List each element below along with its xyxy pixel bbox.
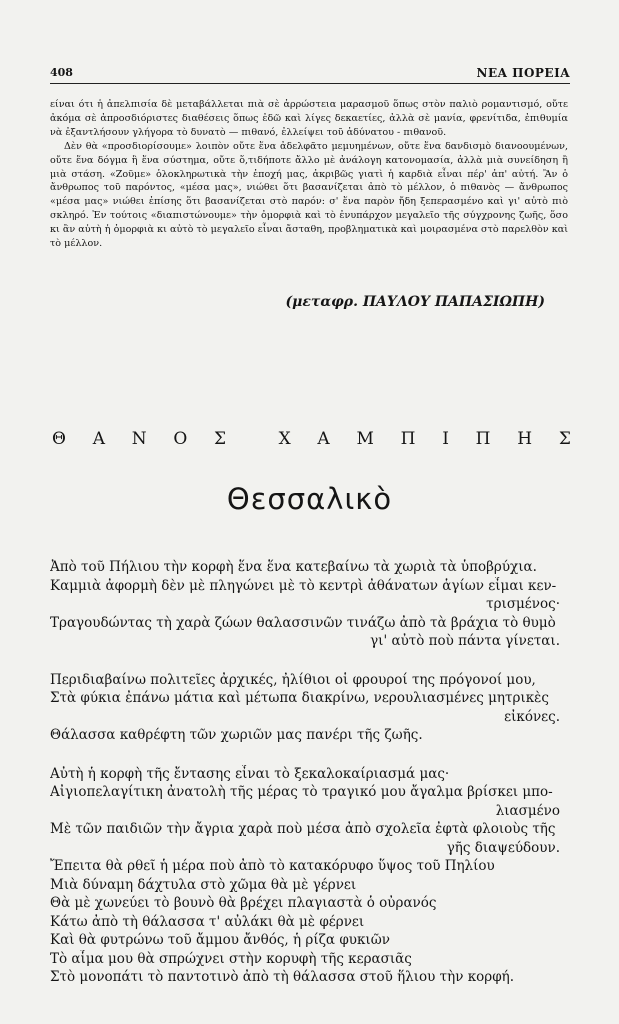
- translator-credit: (μεταφρ. ΠΑΥΛΟΥ ΠΑΠΑΣΙΩΠΗ): [285, 294, 545, 310]
- author-letter: Π: [400, 429, 417, 449]
- prose-paragraph: είναι ότι ἡ ἀπελπισία δὲ μεταβάλλεται πιὰ σὲ ἀρρώστεια μαρασμοῦ ὅπως στὸν παλιὸ ρομαντισμό, οὔτε ἀκόμα σὲ ἀπροσδιόριστες διαθέσεις ὅπως ἐδῶ καὶ λίγες δεκαετίες, ἀλλὰ σὲ μανία, φρενίτιδα, ἐπιθυμία νὰ ἐξαντλήσουν γλήγορα τὸ δυνατὸ — πιθανό, ἐλλείψει τοῦ ἀδύνατου - πιθανοῦ.: [50, 99, 568, 138]
- author-letter: Θ: [52, 429, 67, 449]
- poem-line-continuation: λιασμένο: [495, 802, 560, 819]
- page-number: 408: [50, 66, 73, 79]
- poem-line: Ἔπειτα θὰ ρθεῖ ἡ μέρα ποὺ ἀπὸ τὸ κατακόρυφο ὕψος τοῦ Πηλίου: [50, 858, 495, 874]
- stanza-break: [50, 651, 568, 671]
- poem-line: Κάτω ἀπὸ τὴ θάλασσα τ' αὐλάκι θὰ μὲ φέρνει: [50, 913, 365, 930]
- header-rule: [50, 83, 570, 84]
- poem-line: Θάλασσα καθρέφτη τῶν χωριῶν μας πανέρι τῆς ζωῆς.: [50, 727, 423, 743]
- author-letter: Ι: [442, 429, 450, 449]
- author-letter: Α: [317, 429, 331, 449]
- author-letter: Α: [92, 429, 106, 449]
- poem-line: Τραγουδώντας τὴ χαρὰ ζώων θαλασσινῶν τινάζω ἀπὸ τὰ βράχια τὸ θυμὸ: [50, 614, 556, 631]
- prose-paragraph: Δὲν θὰ «προσδιορίσουμε» λοιπὸν οὔτε ἕνα ἀδελφᾶτο μεμυημένων, οὔτε ἕνα δανδισμὸ διανοουμένων, οὔτε ἕνα δόγμα ἢ ἕνα σύστημα, οὔτε ὅ,τιδήποτε ἄλλο μὲ ἀνάλογη κατονομασία, ἀλλὰ μιὰ συνείδηση ἢ μιὰ στάση. «Ζοῦμε» ὁλοκληρωτικὰ τὴν ἐποχή μας, ἀκριβῶς γιατὶ ἡ καρδιὰ εἶναι πέρ' ἀπ' αὐτή. Ἂν ὁ ἄνθρωπος τοῦ παρόντος, «μέσα μας», νιώθει ὅτι βασανίζεται ἀπὸ τὸ μέλλον, ὁ πιθανὸς — ἄνθρωπος «μέσα μας» νιώθει ἐπίσης ὅτι βασανίζεται στὸ παρόν: σ' ἕνα παρὸν ἤδη ξεπερασμένο καὶ γι' αὐτὸ πιὸ σκληρό. Ἐν τούτοις «διαπιστώνουμε» τὴν ὀμορφιὰ καὶ τὸ ἐνυπάρχον μεγαλεῖο τῆς σύγχρονης ζωῆς, ὅσο κι ἂν αὐτὴ ἡ ὀμορφιὰ κι αὐτὸ τὸ μεγαλεῖο εἶναι ἄσταθη, προβληματικὰ καὶ μοιρασμένα στὸ παρελθὸν καὶ τὸ μέλλον.: [50, 140, 568, 250]
- author-letter: Π: [475, 429, 492, 449]
- page-header: [50, 66, 570, 82]
- poem-author: [52, 429, 572, 449]
- author-letter: Σ: [214, 429, 228, 449]
- author-letter: Σ: [558, 429, 572, 449]
- journal-title: ΝΕΑ ΠΟΡΕΙΑ: [476, 66, 570, 80]
- prose-section: [50, 98, 568, 251]
- poem-line: Ἀπὸ τοῦ Πήλιου τὴν κορφὴ ἕνα ἕνα κατεβαίνω τὰ χωριὰ τὰ ὑποβρύχια.: [50, 559, 537, 575]
- stanza-break: [50, 745, 568, 765]
- author-letter: Μ: [356, 429, 375, 449]
- poem-line: Θὰ μὲ χωνεύει τὸ βουνὸ θὰ βρέχει πλαγιαστὰ ὁ οὐρανός: [50, 895, 437, 911]
- author-letter: Χ: [278, 429, 292, 449]
- author-letter: Ο: [173, 429, 189, 449]
- poem-line: Αὐτὴ ἡ κορφὴ τῆς ἔντασης εἶναι τὸ ξεκαλοκαίριασμά μας·: [50, 765, 450, 782]
- poem-line: Περιδιαβαίνω πολιτεῖες ἀρχικές, ἠλίθιοι οἱ φρουροί της πρόγονοί μου,: [50, 671, 536, 688]
- author-letter: Ν: [131, 429, 148, 449]
- poem-line-continuation: εἰκόνες.: [504, 708, 560, 725]
- poem-line-continuation: γι' αὐτὸ ποὺ πάντα γίνεται.: [370, 633, 560, 649]
- poem-line: Μὲ τῶν παιδιῶν τὴν ἄγρια χαρὰ ποὺ μέσα ἀπὸ σχολεῖα ἐφτὰ φλοιοὺς τῆς: [50, 821, 556, 837]
- poem-line: Καμμιὰ ἀφορμὴ δὲν μὲ πληγώνει μὲ τὸ κεντρὶ ἀθάνατων ἁγίων εἶμαι κεν-: [50, 577, 557, 594]
- poem-body: [50, 558, 568, 987]
- poem-line: Καὶ θὰ φυτρώνω τοῦ ἄμμου ἄνθός, ἡ ρίζα φυκιῶν: [50, 932, 390, 948]
- poem-title: Θεσσαλικὸ: [226, 482, 393, 516]
- poem-line: Αἰγιοπελαγίτικη ἀνατολὴ τῆς μέρας τὸ τραγικό μου ἄγαλμα βρίσκει μπο-: [50, 784, 553, 800]
- poem-line: Στὸ μονοπάτι τὸ παντοτινὸ ἀπὸ τὴ θάλασσα στοῦ ἥλιου τὴν κορφή.: [50, 969, 515, 985]
- author-letter: Η: [517, 429, 534, 449]
- poem-line: Μιὰ δύναμη δάχτυλα στὸ χῶμα θὰ μὲ γέρνει: [50, 876, 357, 893]
- poem-line: Στὰ φύκια ἐπάνω μάτια καὶ μέτωπα διακρίνω, νερουλιασμένες μητρικὲς: [50, 690, 549, 706]
- poem-line: Τὸ αἷμα μου θὰ σπρώχνει στὴν κορυφὴ τῆς κερασιᾶς: [50, 950, 412, 967]
- poem-line-continuation: τρισμένος·: [486, 596, 560, 612]
- poem-line-continuation: γῆς διαψεύδουν.: [446, 839, 560, 856]
